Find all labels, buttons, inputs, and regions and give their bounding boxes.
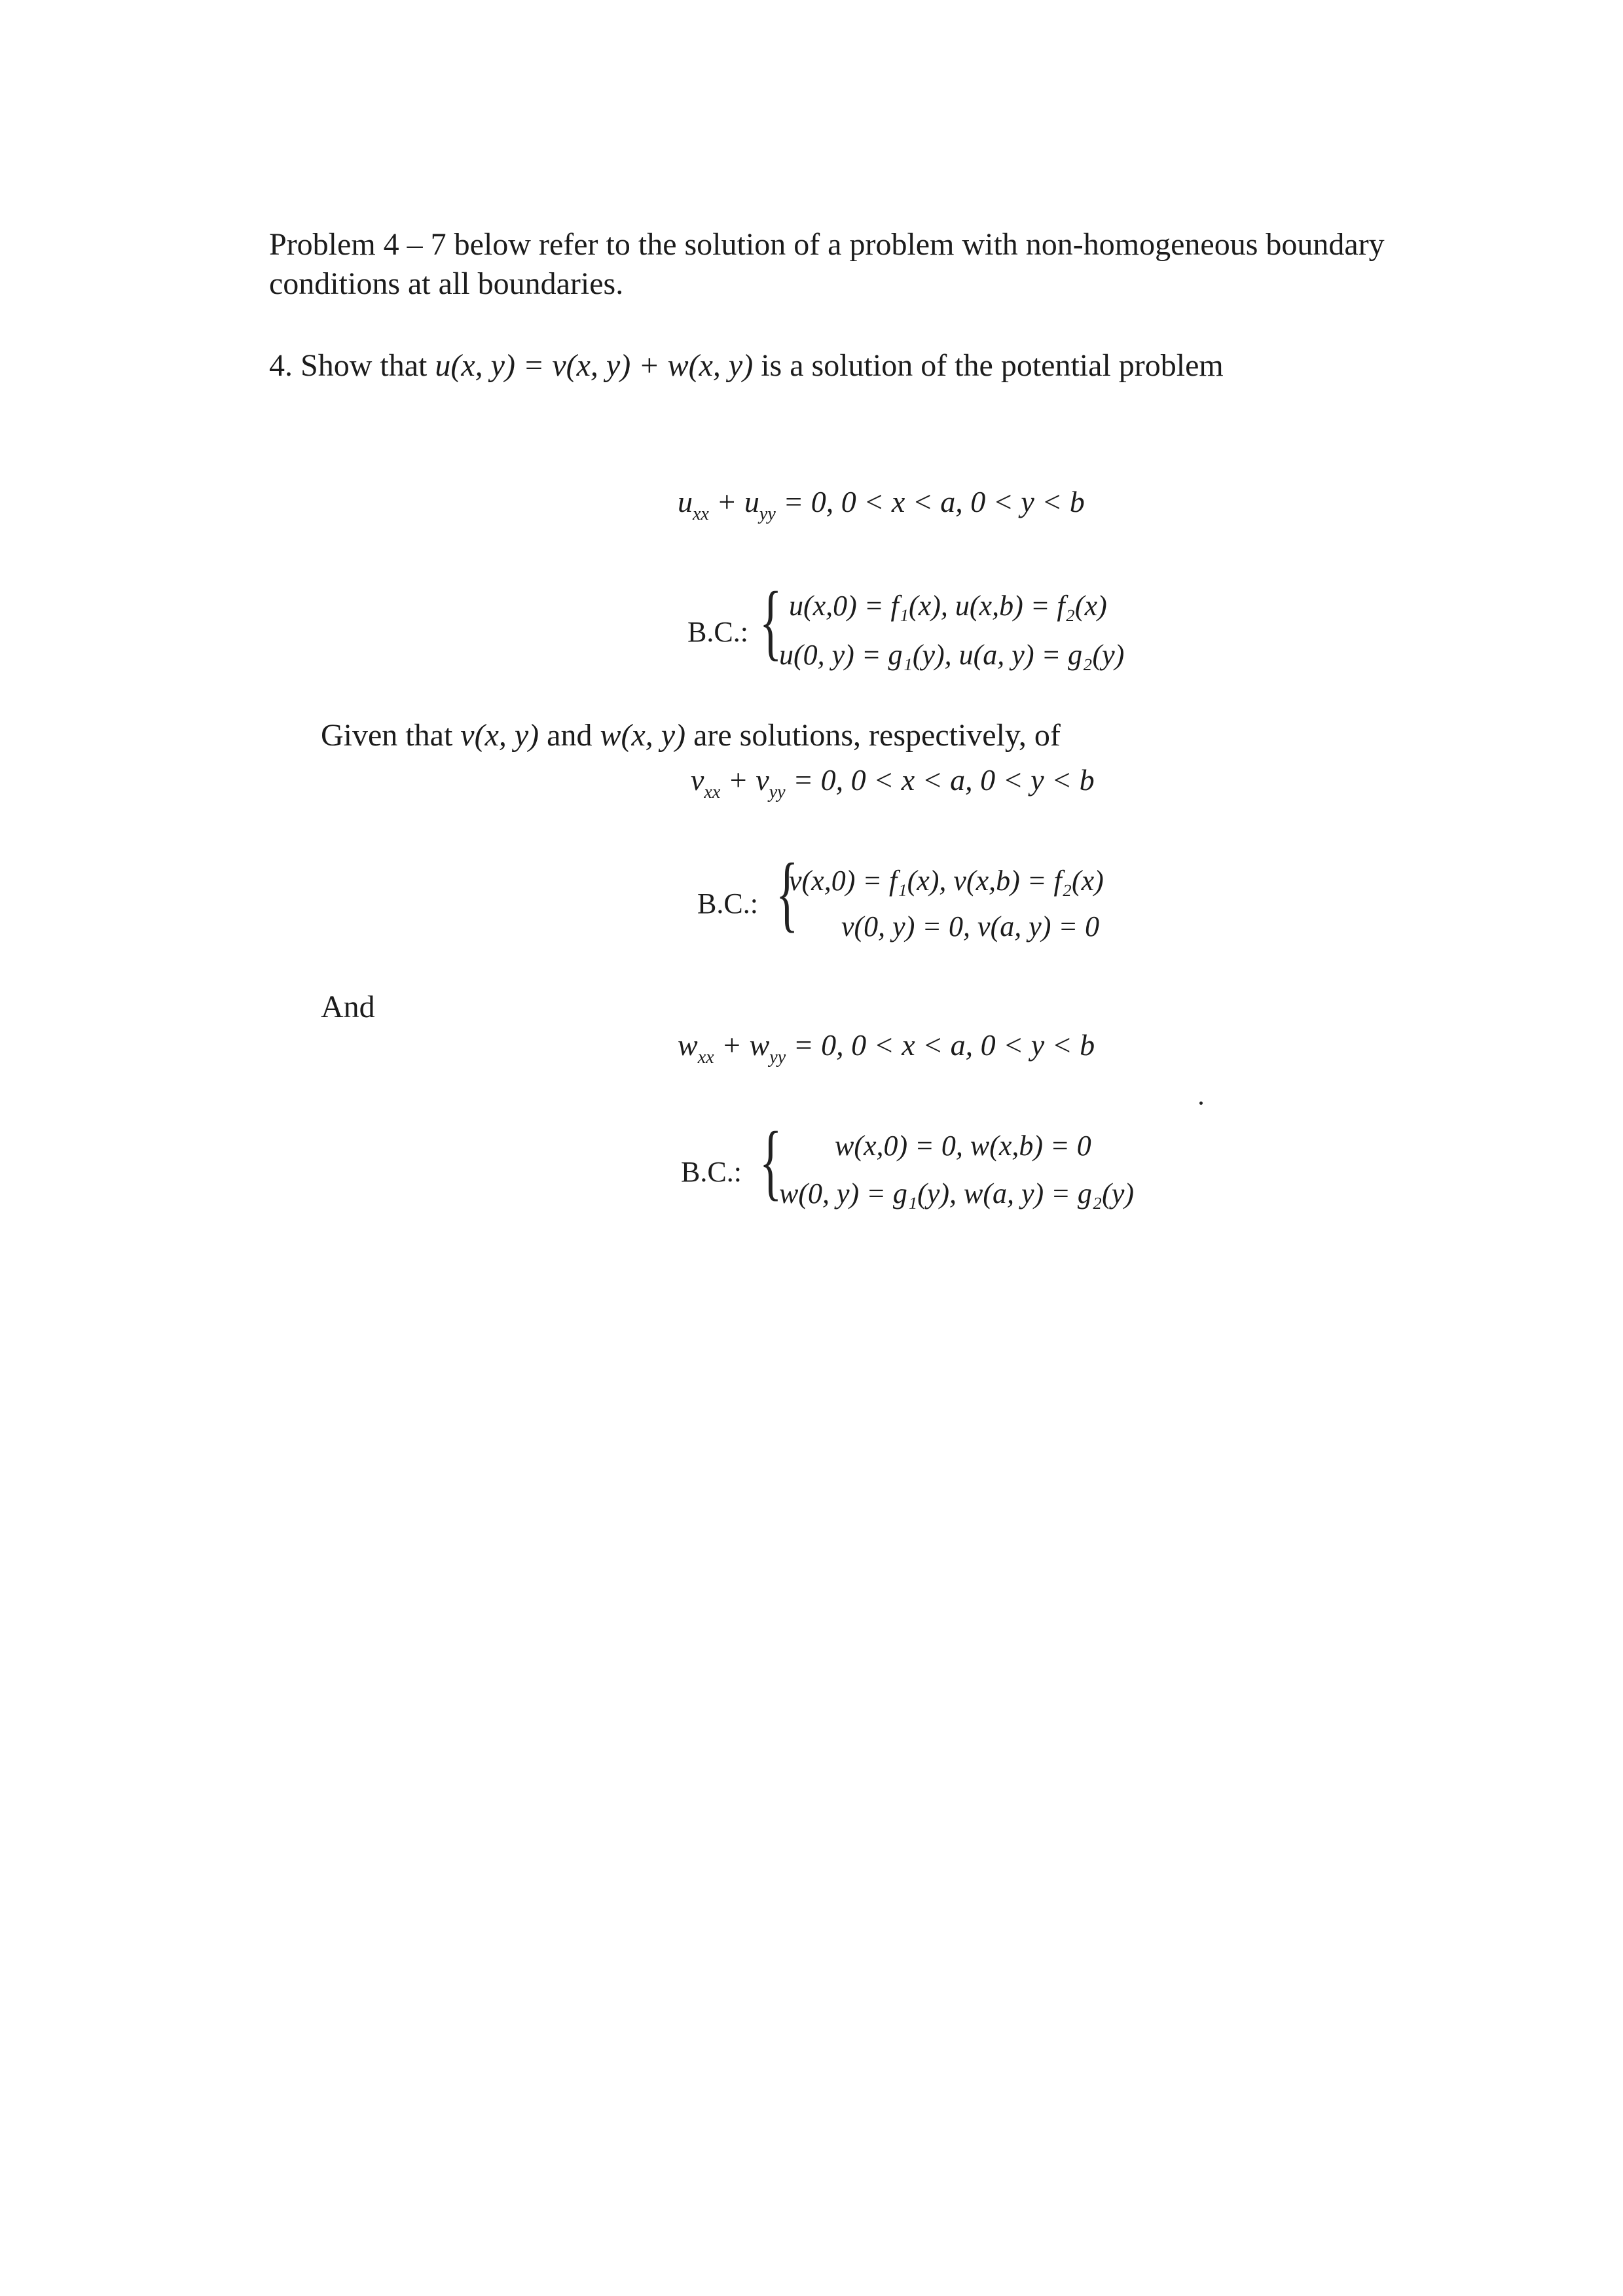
intro-line-2: conditions at all boundaries. bbox=[269, 266, 624, 301]
v-bc-line-1: v(x,0) = f₁(x), v(x,b) = f₂(x) bbox=[789, 865, 1104, 897]
v-pde: $v_{xx} + v_{yy} = 0$, 0 < x < a, 0 < y < b bbox=[691, 763, 1095, 802]
w-pde: $w_{xx} + w_{yy} = 0$, 0 < x < a, 0 < y < b bbox=[678, 1028, 1095, 1067]
u-bc-brace: { bbox=[759, 575, 782, 669]
u-bc-line-2: u(0, y) = g₁(y), u(a, y) = g₂(y) bbox=[779, 639, 1125, 671]
u-bc-label: B.C.: bbox=[687, 616, 748, 648]
u-bc-line-1: u(x,0) = f₁(x), u(x,b) = f₂(x) bbox=[789, 590, 1107, 622]
w-bc-line-2: w(0, y) = g₁(y), w(a, y) = g₂(y) bbox=[779, 1177, 1135, 1210]
given-w: w(x, y) bbox=[600, 718, 686, 753]
v-bc-line-2: v(0, y) = 0, v(a, y) = 0 bbox=[841, 910, 1100, 942]
w-bc-label: B.C.: bbox=[681, 1156, 742, 1188]
w-bc-brace: { bbox=[759, 1115, 782, 1209]
problem-4-statement bbox=[269, 347, 1224, 385]
stray-dot bbox=[1199, 1102, 1203, 1105]
given-text-1: Given that bbox=[321, 718, 461, 753]
given-text-3: are solutions, respectively, of bbox=[685, 718, 1061, 753]
problem-4-prefix: 4. Show that bbox=[269, 348, 435, 383]
problem-4-equation: u(x, y) = v(x, y) + w(x, y) bbox=[435, 348, 754, 383]
given-text-2: and bbox=[539, 718, 600, 753]
given-v: v(x, y) bbox=[460, 718, 539, 753]
w-bc-line-1: w(x,0) = 0, w(x,b) = 0 bbox=[835, 1130, 1091, 1162]
v-bc-label: B.C.: bbox=[697, 888, 758, 920]
given-statement bbox=[321, 717, 1061, 755]
u-pde: $u_{xx} + u_{yy} = 0$, 0 < x < a, 0 < y < b bbox=[678, 485, 1085, 524]
v-bc-brace: { bbox=[776, 846, 799, 941]
intro-line-1: Problem 4 – 7 below refer to the solution of a problem with non-homogeneous boundary bbox=[269, 227, 1385, 262]
and-label: And bbox=[321, 990, 375, 1024]
problem-4-suffix: is a solution of the potential problem bbox=[753, 348, 1224, 383]
